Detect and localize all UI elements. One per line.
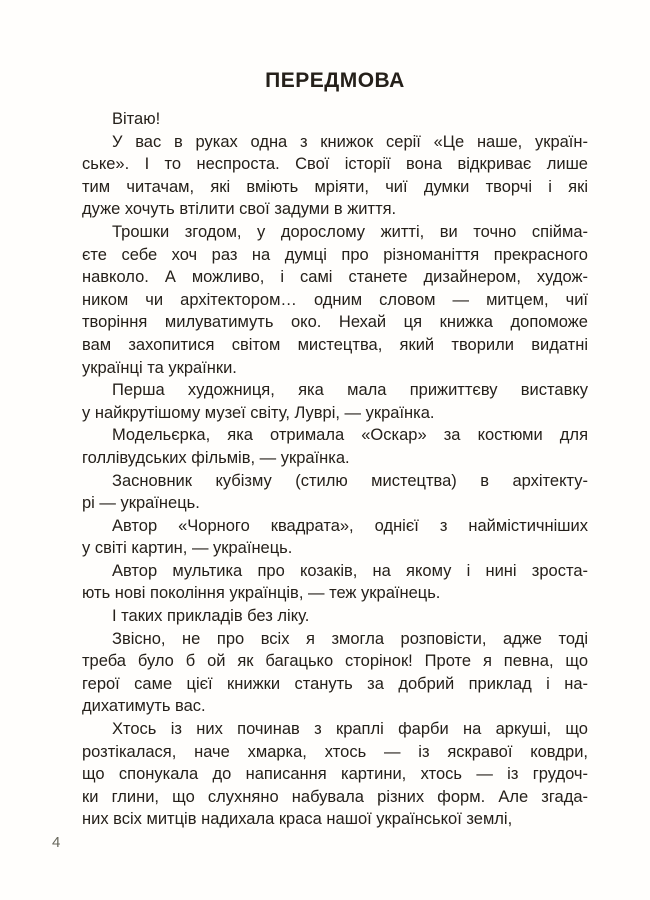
text-line: І таких прикладів без ліку. [112,607,310,626]
text-line: Звісно, не про всіх я змогла розповісти, адже тоді [112,629,588,648]
preface-text-block [82,108,588,831]
text-line: ське». І то неспроста. Свої історії вона відкриває лише [82,155,588,174]
paragraph [82,605,588,628]
text-line: треба було б ой як багацько сторінок! Проте я певна, що [82,652,588,671]
text-line: єте себе хоч раз на думці про різноманіття прекрасного [82,245,588,264]
paragraph [82,221,588,379]
text-line: творіння милуватимуть око. Нехай ця книжка допоможе [82,313,588,332]
text-line: ки глини, що слухняно набувала різних форм. Але згада- [82,787,588,806]
text-line: дуже хочуть втілити свої задуми в життя. [82,200,397,219]
text-line: них всіх митців надихала краса нашої української землі, [82,810,513,829]
chapter-title: ПЕРЕДМОВА [265,69,405,92]
text-line: що спонукала до написання картини, хтось — із грудоч- [82,765,588,784]
paragraph [82,560,588,605]
text-line: тим читачам, які вміють мріяти, чиї думки творчі і які [82,177,588,196]
text-line: Трошки згодом, у дорослому житті, ви точно спійма- [112,222,588,241]
text-line: Засновник кубізму (стилю мистецтва) в архітекту- [112,471,588,490]
text-line: навколо. А можливо, і самі станете дизайнером, худож- [82,268,588,287]
text-line: Автор «Чорного квадрата», однієї з наймістичніших [112,516,588,535]
text-line: Автор мультика про козаків, на якому і нині зроста- [112,561,588,580]
text-line: Перша художниця, яка мала прижиттєву виставку [112,381,588,400]
text-line: розтікалася, наче хмарка, хтось — із яскравої ковдри, [82,742,588,761]
text-line: герої саме цієї книжки стануть за добрий приклад і на- [82,674,588,693]
paragraph [82,628,588,718]
text-line: вам захопитися світом мистецтва, який творили видатні [82,335,588,354]
paragraph [82,470,588,515]
text-line: Вітаю! [112,110,161,128]
page-number: 4 [52,834,61,851]
text-line: ником чи архітектором… одним словом — митцем, чиї [82,290,588,309]
paragraph [82,424,588,469]
text-line: Модельєрка, яка отримала «Оскар» за костюми для [112,426,588,445]
text-line: українці та українки. [82,358,237,377]
text-line: голлівудських фільмів, — українка. [82,448,350,467]
text-line: У вас в руках одна з книжок серії «Це наше, україн- [112,132,588,151]
text-line: рі — українець. [82,494,200,513]
text-line: дихатимуть вас. [82,697,206,716]
text-line: ють нові покоління українців, — теж українець. [82,584,441,603]
paragraph [82,718,588,831]
paragraph [82,108,588,131]
text-line: у найкрутішому музеї світу, Луврі, — українка. [82,403,435,422]
paragraph [82,131,588,221]
paragraph [82,379,588,424]
text-line: Хтось із них починав з краплі фарби на аркуші, що [112,720,588,739]
text-line: у світі картин, — українець. [82,539,293,558]
paragraph [82,515,588,560]
